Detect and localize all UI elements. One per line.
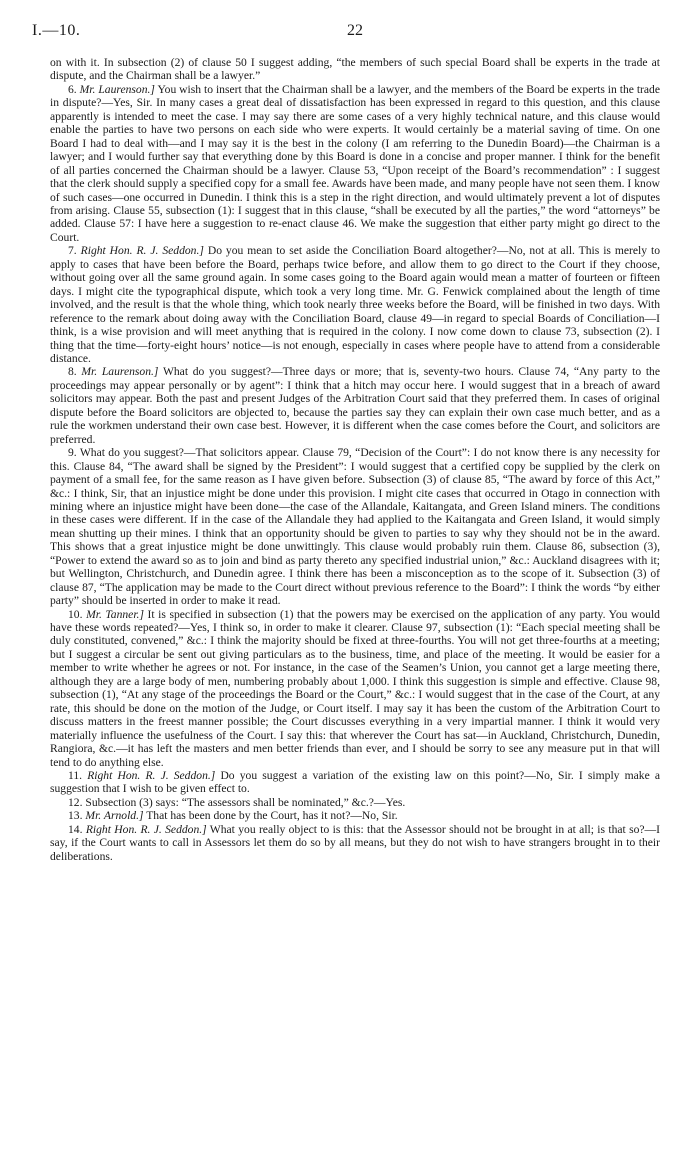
speaker: Right Hon. R. J. Seddon.] (80, 244, 204, 258)
paragraph-text: Do you mean to set aside the Conciliation Board altogether?—No, not at all. This is merely to apply to cases that have been before the Board, perhaps twice before, and allow them to go direct to the Court if they choose, without going over all the same ground again. In some cases going to the Board again would mean a matter of fourteen or fifteen days. I might cite the typographical dispute, which took a very long time. Mr. G. Fenwick complained about the length of time involved, and the result is that the whole thing, which took nearly three weeks before the Board, will be finished in two days. With reference to the remark about doing away with the Conciliation Board, clause 49—in regard to special Boards of Conciliation—I think, is a wise provision and will meet anything that is required in the colony. I now come down to clause 73, subsection (2). I thing that the time—forty-eight hours’ notice—is not enough, especially in cases where people have to attend from a considerable distance. (50, 244, 660, 365)
paragraph-6 (50, 83, 660, 244)
document-reference: I.—10. (32, 22, 81, 39)
paragraph-text: on with it. In subsection (2) of clause 50 I suggest adding, “the members of such special Board shall be experts in the trade at dispute, and the Chairman shall be a lawyer.” (50, 56, 660, 83)
paragraph-number: 11. (68, 769, 83, 783)
paragraph-text: What you really object to is this: that the Assessor should not be brought in at all; is that so?—I say, if the Court wants to call in Assessors let them do so by all means, but they do not wish to have strangers brought in to their deliberations. (50, 822, 660, 863)
document-body (50, 56, 660, 863)
speaker: Mr. Laurenson.] (81, 365, 159, 379)
paragraph-number: 10. (68, 607, 83, 621)
paragraph-text: Do you suggest a variation of the existing law on this point?—No, Sir. I simply make a suggestion that I wish to be given effect to. (50, 769, 660, 796)
paragraph-text: Subsection (3) says: “The assessors shall be nominated,” &c.?—Yes. (85, 795, 406, 809)
speaker: Mr. Arnold.] (85, 809, 144, 823)
paragraph-9 (50, 446, 660, 607)
paragraph-text: What do you suggest?—That solicitors appear. Clause 79, “Decision of the Court”: I do not know there is any necessity for this. Clause 84, “The award shall be signed by the President”: I would suggest that a certified copy be supplied by the clerk on payment of a small fee, for the same reason as I have given before. Subsection (3) of clause 85, “The award by force of this Act,” &c.: I think, Sir, that an injustice might be done under this provision. I might cite cases that occurred in Otago in connection with mining where an injustice might have been done—the case of the Allandale, Kaitangata, and Green Island miners. The conditions in these cases were different. If in the case of the Allandale they had applied to the Kaitangata and Green Island, it would simply mean shutting up their mines. I think that an opportunity should be given to parties to say why they should not be in the award. This shows that a great injustice might be done unwittingly. This clause would probably ruin them. Clause 86, subsection (3), “Power to extend the award so as to join and bind as party thereto any specified industrial union,” &c.: Auckland disagrees with it; but Wellington, Christchurch, and Dunedin agree. I think there has been a misconception as to the scope of it. Subsection (3) of clause 87, “The application may be made to the Court direct without previous reference to the Board”: I think the words “by either party” should be inserted in order to make it read. (50, 446, 660, 608)
paragraph-number: 9. (68, 446, 77, 460)
paragraph-continuation (50, 56, 660, 83)
paragraph-number: 7. (68, 244, 77, 258)
page-header (32, 22, 660, 56)
speaker: Mr. Tanner.] (86, 607, 144, 621)
paragraph-14 (50, 823, 660, 863)
paragraph-number: 8. (68, 365, 77, 379)
speaker: Mr. Laurenson.] (79, 82, 155, 96)
speaker: Right Hon. R. J. Seddon.] (85, 822, 207, 836)
paragraph-text: You wish to insert that the Chairman shall be a lawyer, and the members of the Board be experts in the trade in dispute?—Yes, Sir. In many cases a great deal of dissatisfaction has been expressed in regard to this question, and this clause apparently is intended to meet the case. I may say there are some cases of a very highly technical nature, and this clause would enable the parties to have two persons on each side who were experts. It would certainly be a material saving of time. On one Board I had to deal with—and I may say it is the best in the colony (I am referring to the Dunedin Board)—the Chairman is a lawyer; and I would further say that everything done by this Board is done in a concise and proper manner. I think for the benefit of all parties concerned the Chairman should be a lawyer. Clause 53, “Upon receipt of the Board’s recommendation” : I suggest that the clerk should supply a specified copy for a small fee. Awards have been made, and many people have not seen them. I know of such cases—one occurred in Dunedin. I think this is a step in the right direction, and would ultimately prevent a lot of disputes from arising. Clause 55, subsection (1): I suggest that in this clause, “shall be executed by all the parties,” the word “attorneys” be added. Clause 57: I have here a suggestion to re-enact clause 46. We make the suggestion that either party might go direct to the Court. (50, 82, 660, 244)
speaker: Right Hon. R. J. Seddon.] (87, 769, 216, 783)
paragraph-text: It is specified in subsection (1) that the powers may be exercised on the application of any party. You would have these words repeated?—Yes, I think so, in order to make it clearer. Clause 97, subsection (1): “Each special meeting shall be duly constituted, convened,” &c.: I think the majority should be fixed at three-fourths. You will not get three-fourths at a meeting; but I suggest a circular be sent out giving particulars as to the business, time, and place of the meeting. It would be easier for a member to write whether he agrees or not. For instance, in the case of the Seamen’s Union, you cannot get a large meeting there, although they are a large body of men, numbering probably about 1,000. I think this suggestion is simple and effective. Clause 98, subsection (1), “At any stage of the proceedings the Board or the Court,” &c.: I would suggest that in the case of the Court, at any rate, this should be done on the motion of the Judge, or Court itself. I may say it has been the custom of the Arbitration Court to discuss matters in the freest manner possible; the Court discusses everything in a very impartial manner. I think it would very materially influence the usefulness of the Court. I say this: that wherever the Court has sat—in Auckland, Christchurch, Dunedin, Rangiora, &c.—it has left the masters and men better friends than ever, and I should be sorry to see any measure put in that will tend to do anything else. (50, 607, 660, 769)
paragraph-10 (50, 608, 660, 769)
paragraph-12 (50, 796, 660, 809)
paragraph-number: 14. (68, 822, 83, 836)
page-number: 22 (347, 22, 363, 39)
paragraph-number: 6. (68, 82, 77, 96)
paragraph-text: What do you suggest?—Three days or more; that is, seventy-two hours. Clause 74, “Any party to the proceedings may appear personally or by agent”: I think that a hitch may occur here. I would suggest that in a breach of award solicitors may appear. Both the past and present Judges of the Arbitration Court said that they preferred them. In cases of original dispute before the Board solicitors are objected to, because the parties say they can explain their own case much better, and as a rule the workmen understand their own case best. However, it is different when the case comes before the Court, and solicitors are preferred. (50, 365, 660, 446)
paragraph-8 (50, 365, 660, 446)
paragraph-11 (50, 769, 660, 796)
paragraph-text: That has been done by the Court, has it not?—No, Sir. (146, 809, 398, 823)
paragraph-number: 12. (68, 795, 83, 809)
paragraph-number: 13. (68, 809, 83, 823)
paragraph-13 (50, 809, 660, 822)
paragraph-7 (50, 244, 660, 365)
